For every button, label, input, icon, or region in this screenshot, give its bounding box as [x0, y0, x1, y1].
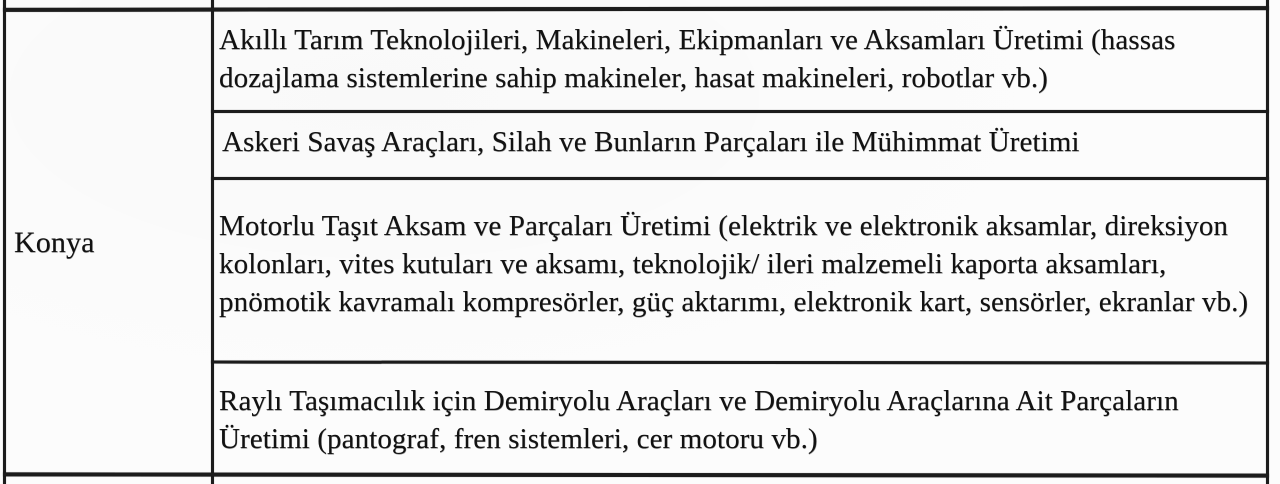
- sector-text-line: Motorlu Taşıt Aksam ve Parçaları Üretimi (elektrik ve elektronik aksamlar, direksiyon: [219, 210, 1229, 242]
- table-row-divider-1: [211, 110, 1269, 113]
- table-outer-left-border: [3, 0, 6, 484]
- table-row-divider-3: [211, 361, 1269, 365]
- sector-text-line: pnömotik kavramalı kompresörler, güç aktarımı, elektronik kart, sensörler, ekranlar vb.): [219, 286, 1249, 318]
- table-row-border-top: [3, 6, 1269, 12]
- table-row-border-bottom: [3, 472, 1269, 477]
- sector-row-rail-transport: [219, 382, 1179, 458]
- sector-text-line: Akıllı Tarım Teknolojileri, Makineleri, Ekipmanları ve Aksamları Üretimi (hassas: [219, 24, 1176, 56]
- sector-row-motor-vehicle-parts: [219, 207, 1248, 321]
- sector-row-military-vehicles: [222, 123, 1080, 161]
- table-column-divider: [211, 0, 214, 484]
- province-cell-konya: Konya: [14, 226, 95, 259]
- sector-text-line: dozajlama sistemlerine sahip makineler, hasat makineleri, robotlar vb.): [219, 62, 1048, 94]
- table-outer-right-border: [1266, 0, 1269, 484]
- sector-row-smart-agriculture: [219, 21, 1175, 97]
- sector-text-line: Askeri Savaş Araçları, Silah ve Bunların Parçaları ile Mühimmat Üretimi: [222, 126, 1080, 158]
- sector-text-line: Üretimi (pantograf, fren sistemleri, cer motoru vb.): [219, 423, 818, 455]
- table-row-divider-2: [211, 177, 1269, 180]
- sector-text-line: kolonları, vites kutuları ve aksamı, teknolojik/ ileri malzemeli kaporta aksamları,: [219, 248, 1167, 280]
- sector-text-line: Raylı Taşımacılık için Demiryolu Araçları ve Demiryolu Araçlarına Ait Parçaların: [219, 385, 1179, 417]
